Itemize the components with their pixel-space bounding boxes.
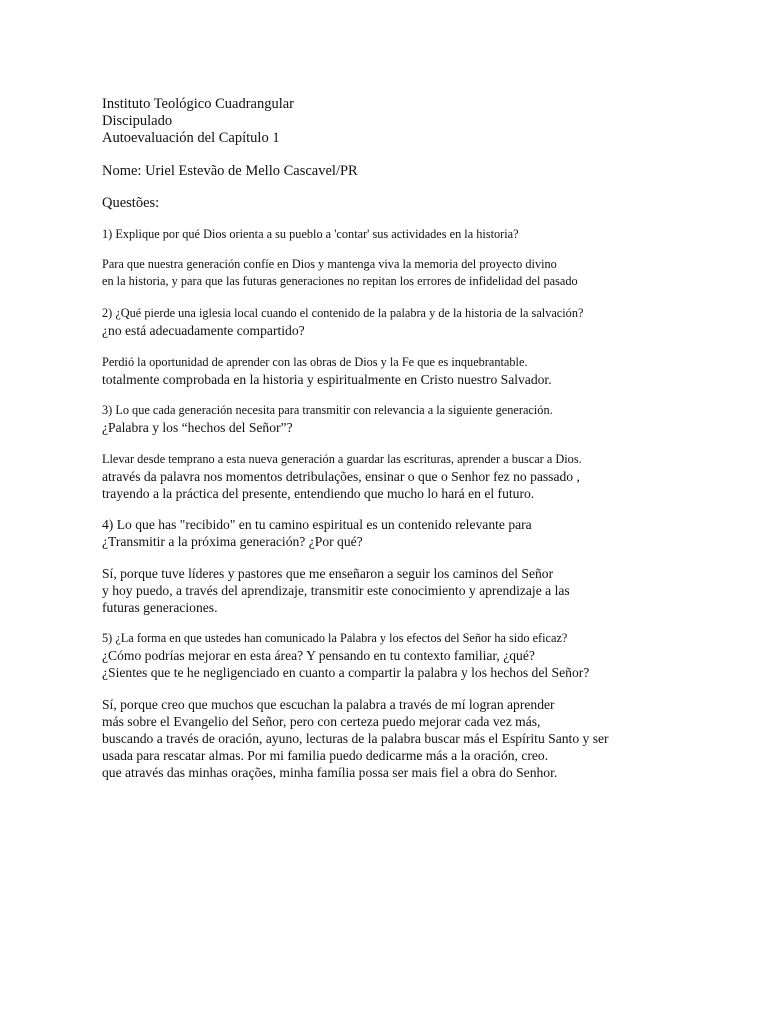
answer-5-line: usada para rescatar almas. Por mi familia puedo dedicarme más a la oración, creo. bbox=[102, 748, 549, 763]
question-5-line: ¿Sientes que te he negligenciado en cuanto a compartir la palabra y los hechos del Señor? bbox=[102, 665, 590, 680]
question-2 bbox=[102, 305, 732, 339]
questions-label: Questões: bbox=[102, 195, 160, 211]
question-3-line: ¿Palabra y los “hechos del Señor”? bbox=[102, 420, 293, 435]
question-5 bbox=[102, 630, 732, 681]
question-4 bbox=[102, 516, 732, 550]
document-header bbox=[102, 96, 732, 147]
question-3 bbox=[102, 402, 732, 436]
question-4-line: 4) Lo que has "recibido" en tu camino espiritual es un contenido relevante para bbox=[102, 517, 532, 532]
institution-name: Instituto Teológico Cuadrangular bbox=[102, 96, 295, 112]
answer-3-line: através da palavra nos momentos detribulações, ensinar o que o Senhor fez no passado , bbox=[102, 469, 580, 484]
answer-5 bbox=[102, 696, 732, 781]
answer-3-line: trayendo a la práctica del presente, entendiendo que mucho lo hará en el futuro. bbox=[102, 486, 535, 501]
document-page bbox=[102, 96, 732, 781]
answer-5-line: Sí, porque creo que muchos que escuchan la palabra a través de mí logran aprender bbox=[102, 697, 555, 712]
answer-4-line: futuras generaciones. bbox=[102, 600, 218, 615]
answer-4-line: Sí, porque tuve líderes y pastores que me enseñaron a seguir los caminos del Señor bbox=[102, 566, 554, 581]
answer-5-line: que através das minhas orações, minha família possa ser mais fiel a obra do Senhor. bbox=[102, 765, 558, 780]
answer-2-line: totalmente comprobada en la historia y espiritualmente en Cristo nuestro Salvador. bbox=[102, 372, 552, 387]
answer-5-line: buscando a través de oración, ayuno, lecturas de la palabra buscar más el Espíritu Santo y ser bbox=[102, 731, 609, 746]
student-name: Nome: Uriel Estevão de Mello Cascavel/PR bbox=[102, 163, 358, 179]
question-5-line: 5) ¿La forma en que ustedes han comunicado la Palabra y los efectos del Señor ha sido eficaz? bbox=[102, 631, 568, 645]
answer-3 bbox=[102, 451, 732, 502]
answer-1 bbox=[102, 256, 732, 290]
question-1 bbox=[102, 226, 732, 243]
question-2-line: ¿no está adecuadamente compartido? bbox=[102, 323, 305, 338]
document-title: Autoevaluación del Capítulo 1 bbox=[102, 130, 280, 146]
question-4-line: ¿Transmitir a la próxima generación? ¿Por qué? bbox=[102, 534, 363, 549]
answer-2-line: Perdió la oportunidad de aprender con las obras de Dios y la Fe que es inquebrantable. bbox=[102, 355, 528, 369]
answer-4-line: y hoy puedo, a través del aprendizaje, transmitir este conocimiento y aprendizaje a las bbox=[102, 583, 570, 598]
question-2-line: 2) ¿Qué pierde una iglesia local cuando el contenido de la palabra y de la historia de la salvación? bbox=[102, 306, 584, 320]
answer-1-line: Para que nuestra generación confíe en Dios y mantenga viva la memoria del proyecto divino bbox=[102, 257, 557, 271]
question-3-line: 3) Lo que cada generación necesita para transmitir con relevancia a la siguiente generación. bbox=[102, 403, 553, 417]
question-1-line: 1) Explique por qué Dios orienta a su pueblo a 'contar' sus actividades en la historia? bbox=[102, 227, 519, 241]
course-name: Discipulado bbox=[102, 113, 173, 129]
answer-2 bbox=[102, 354, 732, 388]
answer-1-line: en la historia, y para que las futuras generaciones no repitan los errores de infidelidad del pasado bbox=[102, 274, 578, 288]
answer-3-line: Llevar desde temprano a esta nueva generación a guardar las escrituras, aprender a buscar a Dios. bbox=[102, 452, 582, 466]
answer-5-line: más sobre el Evangelio del Señor, pero con certeza puedo mejorar cada vez más, bbox=[102, 714, 541, 729]
answer-4 bbox=[102, 565, 732, 616]
question-5-line: ¿Cómo podrías mejorar en esta área? Y pensando en tu contexto familiar, ¿qué? bbox=[102, 648, 535, 663]
